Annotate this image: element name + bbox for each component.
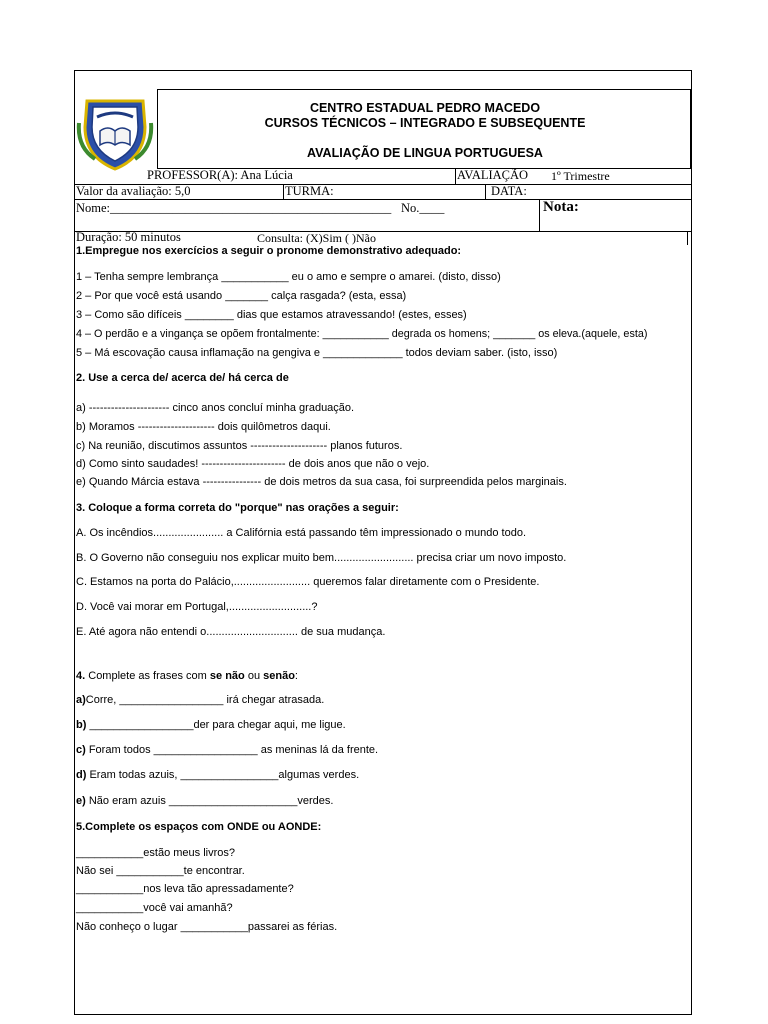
consulta-field: Consulta: (X)Sim ( )Não bbox=[257, 231, 376, 245]
q5-item: Não conheço o lugar ___________passarei as férias. bbox=[76, 921, 338, 933]
q4-text: Complete as frases com bbox=[85, 670, 210, 682]
q1-item: 2 – Por que você está usando _______ calça rasgada? (esta, essa) bbox=[76, 290, 407, 302]
q1-item: 1 – Tenha sempre lembrança ___________ eu o amo e sempre o amarei. (disto, disso) bbox=[76, 271, 501, 283]
q1-item: 3 – Como são difíceis ________ dias que estamos atravessando! (estes, esses) bbox=[76, 309, 467, 321]
q5-item: ___________estão meus livros? bbox=[76, 847, 236, 859]
nome-field: Nome:_____________________________________________ bbox=[76, 201, 392, 215]
q4-item bbox=[76, 719, 346, 731]
divider bbox=[283, 184, 284, 199]
q2-item: d) Como sinto saudades! ----------------------- de dois anos que não o vejo. bbox=[76, 458, 430, 470]
q5-title: 5.Complete os espaços com ONDE ou AONDE: bbox=[76, 821, 322, 833]
q2-title: 2. Use a cerca de/ acerca de/ há cerca de bbox=[76, 372, 289, 384]
q4-text: Não eram azuis _____________________verdes. bbox=[85, 795, 334, 807]
q5-item: ___________nos leva tão apressadamente? bbox=[76, 883, 294, 895]
q4-text: ou bbox=[244, 670, 264, 682]
q2-item: b) Moramos --------------------- dois quilômetros daqui. bbox=[76, 421, 331, 433]
q3-title: 3. Coloque a forma correta do "porque" nas orações a seguir: bbox=[76, 502, 399, 514]
trimestre-field: 1º Trimestre bbox=[551, 169, 610, 183]
data-field: DATA: bbox=[491, 184, 527, 198]
q3-item: E. Até agora não entendi o.............................. de sua mudança. bbox=[76, 626, 386, 638]
numero-field: No.____ bbox=[401, 201, 445, 215]
q4-option-se-nao: se não bbox=[209, 670, 245, 682]
q4-letter: e) bbox=[76, 795, 86, 807]
divider bbox=[75, 199, 691, 200]
divider bbox=[687, 231, 688, 245]
q4-letter: d) bbox=[76, 769, 87, 781]
q5-item: ___________você vai amanhã? bbox=[76, 902, 233, 914]
q4-letter: c) bbox=[76, 744, 86, 756]
q4-option-senao: senão bbox=[263, 670, 295, 682]
nota-field: Nota: bbox=[543, 199, 579, 215]
exam-page bbox=[74, 70, 692, 1015]
school-crest-icon bbox=[75, 87, 155, 173]
q4-text: _________________der para chegar aqui, me ligue. bbox=[86, 719, 346, 731]
q2-item: a) ---------------------- cinco anos concluí minha graduação. bbox=[76, 402, 355, 414]
exam-title: AVALIAÇÃO DE LINGUA PORTUGUESA bbox=[307, 146, 543, 160]
q1-title: 1.Empregue nos exercícios a seguir o pronome demonstrativo adequado: bbox=[76, 245, 462, 257]
q4-text: Corre, _________________ irá chegar atrasada. bbox=[85, 694, 325, 706]
q3-item: B. O Governo não conseguiu nos explicar muito bem.......................... precisa criar um novo imposto. bbox=[76, 552, 567, 564]
q2-item: c) Na reunião, discutimos assuntos --------------------- planos futuros. bbox=[76, 440, 403, 452]
professor-field: PROFESSOR(A): Ana Lúcia bbox=[147, 168, 293, 182]
q5-item: Não sei ___________te encontrar. bbox=[76, 865, 245, 877]
q4-text: Foram todos _________________ as meninas lá da frente. bbox=[85, 744, 379, 756]
q4-text: : bbox=[294, 670, 298, 682]
q1-item: 5 – Má escovação causa inflamação na gengiva e _____________ todos deviam saber. (isto, isso) bbox=[76, 347, 558, 359]
q4-number: 4. bbox=[76, 670, 86, 682]
courses-title: CURSOS TÉCNICOS – INTEGRADO E SUBSEQUENTE bbox=[264, 116, 586, 130]
school-name: CENTRO ESTADUAL PEDRO MACEDO bbox=[309, 101, 541, 115]
divider bbox=[485, 184, 486, 199]
q4-letter: b) bbox=[76, 719, 87, 731]
q4-text: Eram todas azuis, ________________algumas verdes. bbox=[86, 769, 360, 781]
q4-letter: a) bbox=[76, 694, 86, 706]
q4-item bbox=[76, 744, 378, 756]
q4-item bbox=[76, 795, 333, 807]
duracao-field: Duração: 50 minutos bbox=[76, 230, 181, 244]
avaliacao-label: AVALIAÇÃO bbox=[457, 168, 529, 182]
q1-item: 4 – O perdão e a vingança se opõem frontalmente: ___________ degrada os homens; _______ os eleva.(aquele, esta) bbox=[76, 328, 648, 340]
q3-item: A. Os incêndios....................... a Califórnia está passando têm impressionado o mundo todo. bbox=[76, 527, 527, 539]
q4-item bbox=[76, 769, 359, 781]
q4-item bbox=[76, 694, 324, 706]
q4-title bbox=[76, 670, 298, 682]
header-box bbox=[157, 89, 691, 169]
divider bbox=[539, 199, 540, 231]
q3-item: C. Estamos na porta do Palácio,......................... queremos falar diretamente com o Presidente. bbox=[76, 576, 540, 588]
valor-field: Valor da avaliação: 5,0 bbox=[76, 184, 191, 198]
divider bbox=[455, 168, 456, 184]
turma-field: TURMA: bbox=[285, 184, 334, 198]
q2-item: e) Quando Márcia estava ---------------- de dois metros da sua casa, foi surpreendida pelos marginais. bbox=[76, 476, 567, 488]
q3-item: D. Você vai morar em Portugal,...........................? bbox=[76, 601, 318, 613]
